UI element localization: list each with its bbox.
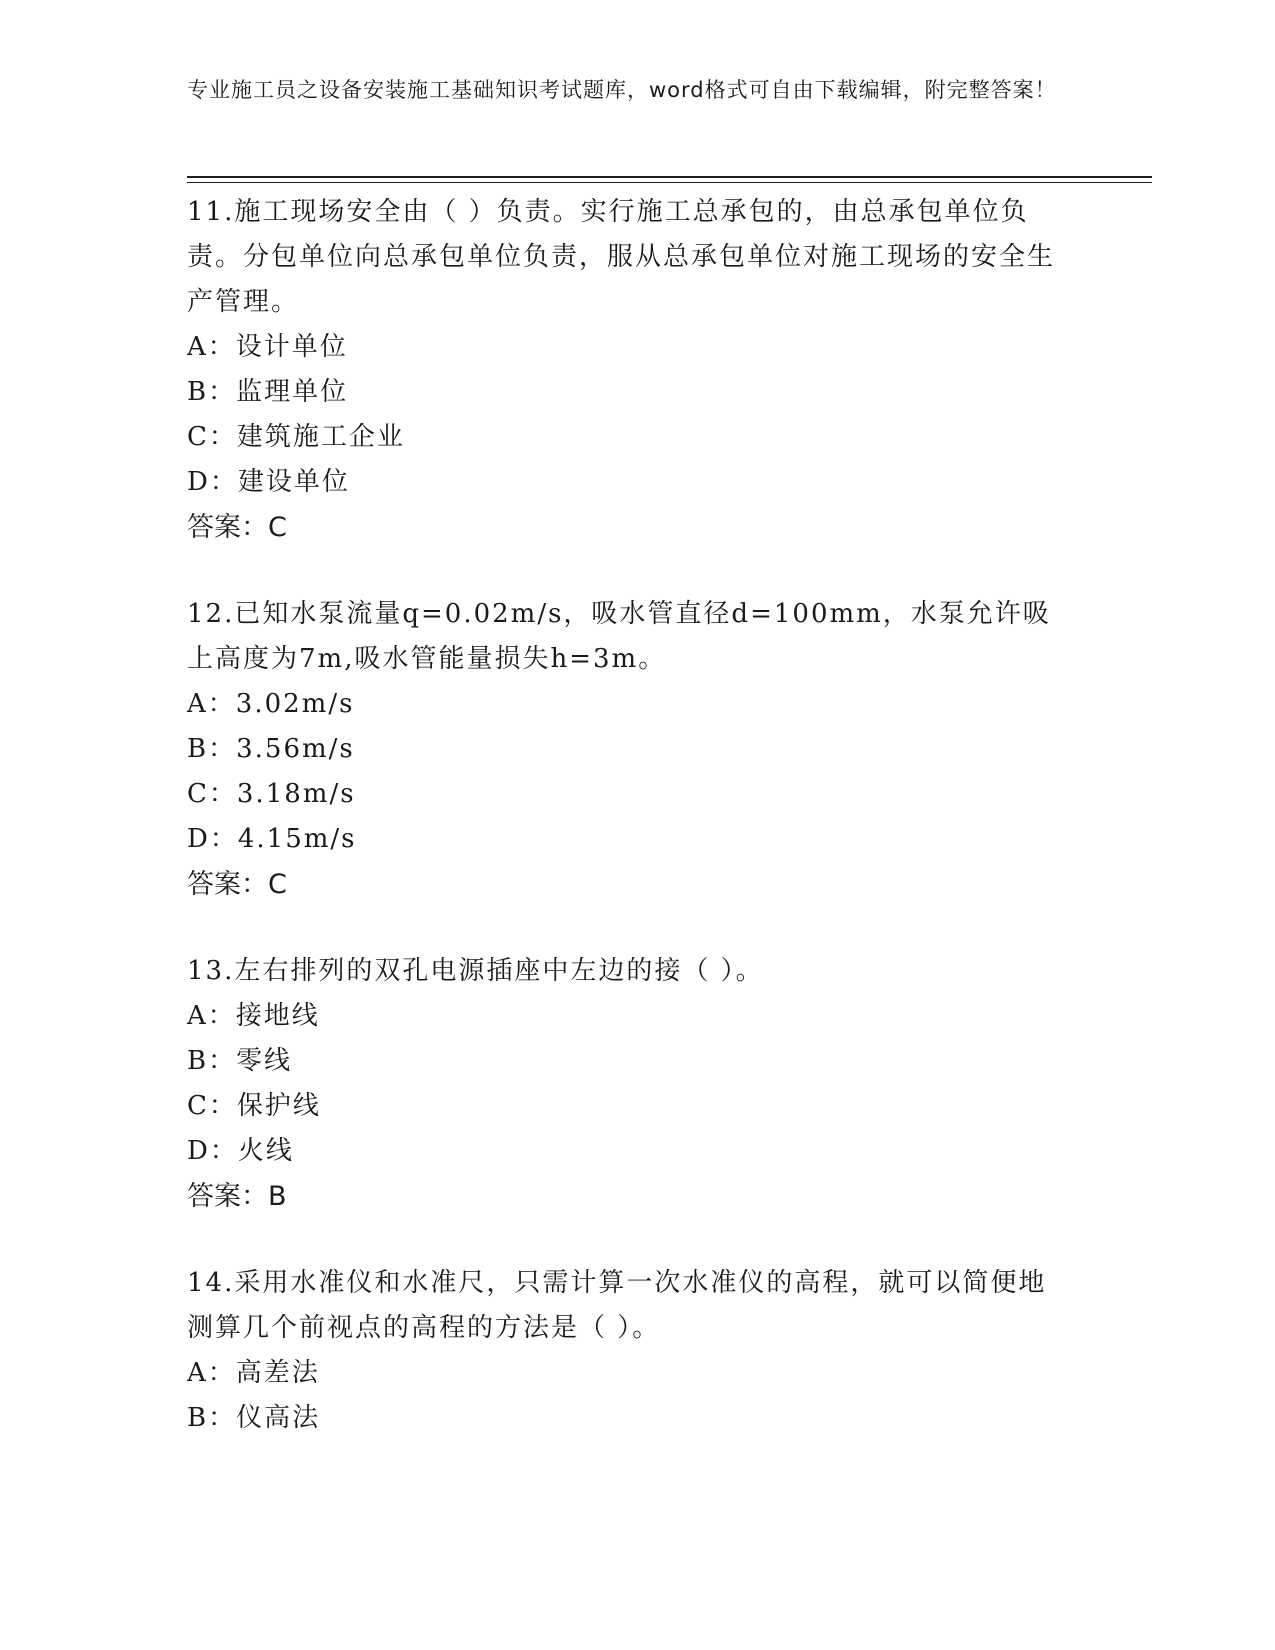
option-d: D：建设单位 xyxy=(187,467,350,497)
spacer xyxy=(187,1219,1067,1261)
option-b: B：3.56m/s xyxy=(187,734,355,764)
option-b: B：仪高法 xyxy=(187,1403,321,1433)
option-b: B：零线 xyxy=(187,1046,293,1076)
option-b: B：监理单位 xyxy=(187,377,349,407)
question-stem: 11.施工现场安全由（ ）负责。实行施工总承包的，由总承包单位负责。分包单位向总承包单位负责，服从总承包单位对施工现场的安全生产管理。 xyxy=(187,197,1056,317)
question-list xyxy=(187,190,1067,1441)
answer: 答案：C xyxy=(187,512,287,543)
answer: 答案：B xyxy=(187,1181,287,1212)
option-c: C：保护线 xyxy=(187,1091,321,1121)
spacer xyxy=(187,550,1067,592)
option-c: C：3.18m/s xyxy=(187,779,356,809)
question-stem: 12.已知水泵流量q=0.02m/s，吸水管直径d=100mm，水泵允许吸上高度为7m,吸水管能量损失h=3m。 xyxy=(187,599,1051,674)
option-a: A：设计单位 xyxy=(187,332,348,362)
header-divider xyxy=(187,176,1152,183)
document-header: 专业施工员之设备安装施工基础知识考试题库，word格式可自由下载编辑，附完整答案！ xyxy=(187,78,1057,102)
option-a: A：高差法 xyxy=(187,1358,320,1388)
question-12 xyxy=(187,592,1067,907)
option-d: D：火线 xyxy=(187,1136,294,1166)
question-14 xyxy=(187,1261,1067,1441)
option-c: C：建筑施工企业 xyxy=(187,422,405,452)
question-stem: 13.左右排列的双孔电源插座中左边的接（ ）。 xyxy=(187,956,764,986)
option-d: D：4.15m/s xyxy=(187,824,357,854)
question-11 xyxy=(187,190,1067,550)
spacer xyxy=(187,907,1067,949)
question-stem: 14.采用水准仪和水准尺，只需计算一次水准仪的高程，就可以简便地测算几个前视点的高程的方法是（ ）。 xyxy=(187,1268,1047,1343)
option-a: A：接地线 xyxy=(187,1001,320,1031)
option-a: A：3.02m/s xyxy=(187,689,355,719)
question-13 xyxy=(187,949,1067,1219)
answer: 答案：C xyxy=(187,869,287,900)
